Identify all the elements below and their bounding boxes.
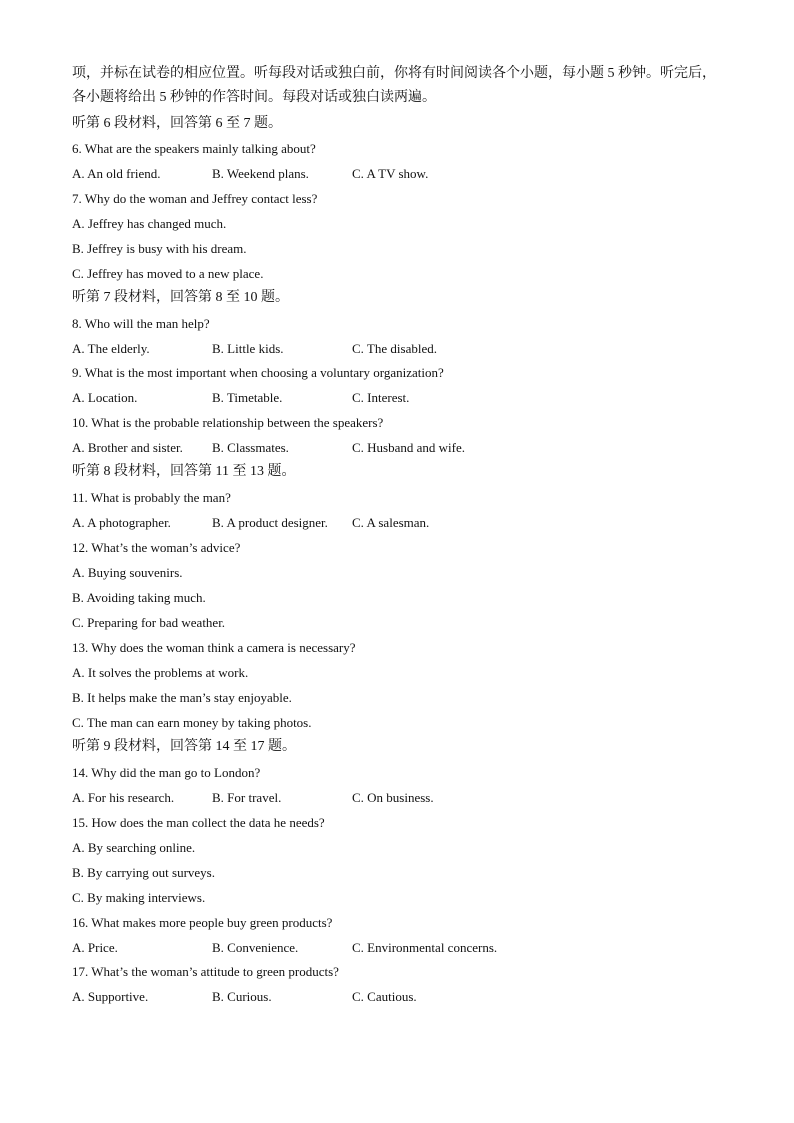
option-c: C. Jeffrey has moved to a new place. (72, 266, 264, 281)
question-17-stem: 17. What’s the woman’s attitude to green products? (72, 964, 339, 979)
option-c: C. Husband and wife. (352, 440, 466, 455)
option-c: C. The disabled. (352, 341, 437, 356)
instructions-line: 各小题将给出 5 秒钟的作答时间。每段对话或独白读两遍。 (72, 90, 436, 105)
option-b: B. Curious. (212, 989, 272, 1004)
option-a: A. For his research. (72, 790, 175, 805)
option-c: C. Preparing for bad weather. (72, 615, 226, 630)
option-b: B. Jeffrey is busy with his dream. (72, 241, 247, 256)
option-c: C. The man can earn money by taking photos. (72, 715, 312, 730)
option-a: A. Jeffrey has changed much. (72, 216, 227, 231)
section-heading-8: 听第 8 段材料，回答第 11 至 13 题。 (72, 464, 296, 479)
option-a: A. Brother and sister. (72, 440, 183, 455)
option-b: B. By carrying out surveys. (72, 865, 215, 880)
option-b: B. It helps make the man’s stay enjoyable. (72, 690, 292, 705)
question-16-stem: 16. What makes more people buy green products? (72, 915, 333, 930)
option-b: B. A product designer. (212, 515, 328, 530)
option-a: A. Supportive. (72, 989, 149, 1004)
question-8-stem: 8. Who will the man help? (72, 316, 210, 331)
option-c: C. On business. (352, 790, 434, 805)
option-c: C. Interest. (352, 390, 410, 405)
section-heading-6: 听第 6 段材料，回答第 6 至 7 题。 (72, 116, 282, 131)
option-a: A. An old friend. (72, 166, 161, 181)
question-6-stem: 6. What are the speakers mainly talking about? (72, 141, 316, 156)
section-heading-7: 听第 7 段材料，回答第 8 至 10 题。 (72, 290, 289, 305)
question-13-stem: 13. Why does the woman think a camera is necessary? (72, 640, 356, 655)
option-b: B. Convenience. (212, 940, 299, 955)
option-c: C. A salesman. (352, 515, 430, 530)
option-c: C. Cautious. (352, 989, 417, 1004)
option-b: B. Classmates. (212, 440, 289, 455)
option-c: C. A TV show. (352, 166, 429, 181)
option-a: A. A photographer. (72, 515, 171, 530)
question-11-stem: 11. What is probably the man? (72, 490, 231, 505)
option-a: A. Location. (72, 390, 138, 405)
option-a: A. By searching online. (72, 840, 196, 855)
question-10-stem: 10. What is the probable relationship between the speakers? (72, 415, 384, 430)
option-c: C. By making interviews. (72, 890, 206, 905)
option-c: C. Environmental concerns. (352, 940, 498, 955)
section-heading-9: 听第 9 段材料，回答第 14 至 17 题。 (72, 739, 296, 754)
option-a: A. The elderly. (72, 341, 150, 356)
option-b: B. Avoiding taking much. (72, 590, 206, 605)
question-9-stem: 9. What is the most important when choosing a voluntary organization? (72, 365, 444, 380)
option-b: B. Timetable. (212, 390, 283, 405)
option-a: A. Price. (72, 940, 118, 955)
option-a: A. It solves the problems at work. (72, 665, 249, 680)
question-14-stem: 14. Why did the man go to London? (72, 765, 261, 780)
question-7-stem: 7. Why do the woman and Jeffrey contact less? (72, 191, 318, 206)
question-12-stem: 12. What’s the woman’s advice? (72, 540, 241, 555)
option-b: B. Little kids. (212, 341, 284, 356)
instructions-paragraph (72, 62, 732, 110)
instructions-line: 项，并标在试卷的相应位置。听每段对话或独白前，你将有时间阅读各个小题，每小题 5 秒钟。听完后， (72, 66, 716, 81)
option-b: B. For travel. (212, 790, 282, 805)
option-a: A. Buying souvenirs. (72, 565, 183, 580)
question-15-stem: 15. How does the man collect the data he needs? (72, 815, 325, 830)
option-b: B. Weekend plans. (212, 166, 309, 181)
